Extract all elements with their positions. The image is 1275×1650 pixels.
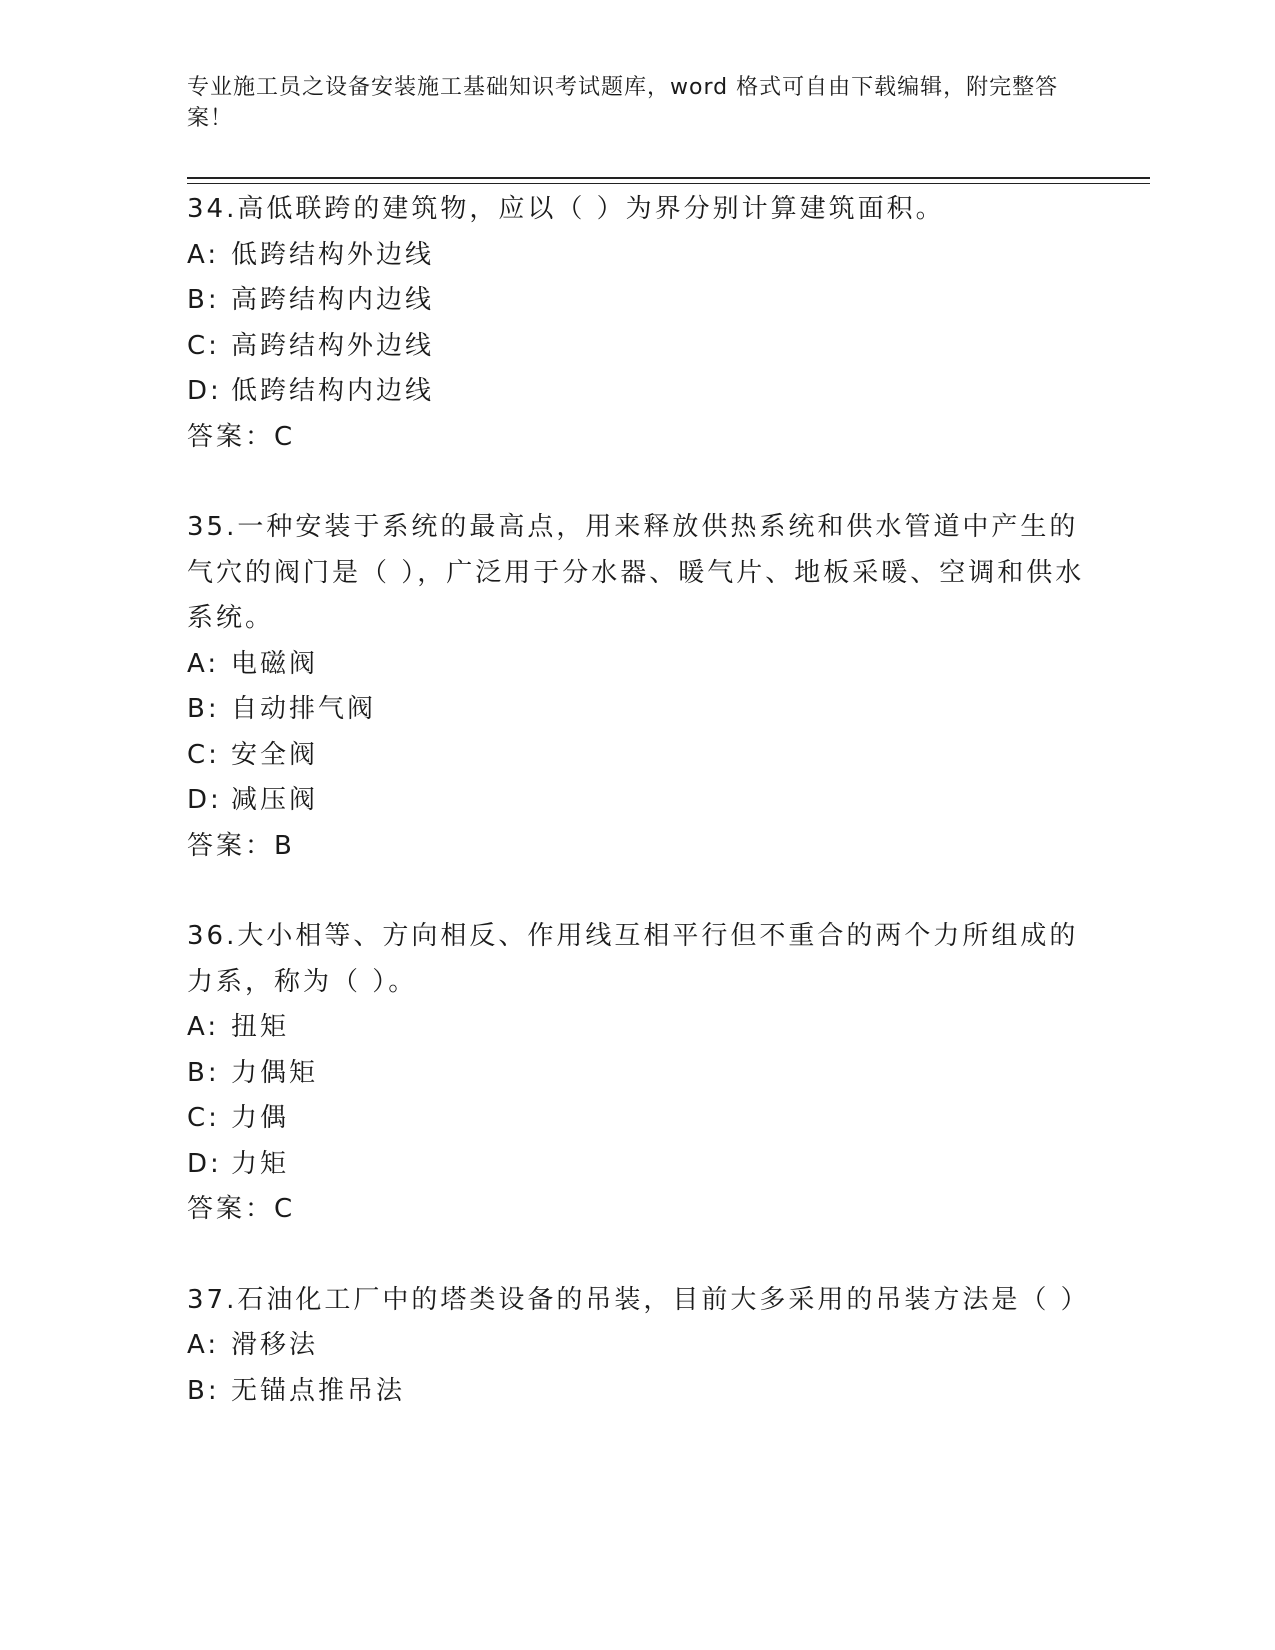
option-b — [187, 1051, 1087, 1097]
answer-value: C — [274, 421, 294, 452]
option-text: 减压阀 — [231, 785, 319, 815]
option-text: 滑移法 — [231, 1330, 319, 1360]
option-text: 力偶矩 — [231, 1057, 319, 1088]
option-c — [187, 324, 1087, 370]
option-key: C: — [187, 739, 220, 770]
question-35 — [187, 505, 1087, 869]
answer-value: C — [274, 1194, 294, 1224]
document-header: 专业施工员之设备安装施工基础知识考试题库，word 格式可自由下载编辑，附完整答案！ — [187, 75, 1059, 131]
option-text: 高跨结构外边线 — [231, 330, 435, 361]
option-key: A: — [187, 1012, 220, 1042]
option-key: B: — [187, 1057, 220, 1088]
answer-label: 答案： — [187, 1194, 275, 1224]
answer-label: 答案： — [187, 421, 275, 452]
question-36 — [187, 914, 1087, 1233]
option-c — [187, 1096, 1087, 1142]
option-key: A: — [187, 1330, 220, 1360]
option-c — [187, 733, 1087, 779]
option-a — [187, 233, 1087, 279]
option-key: A: — [187, 648, 220, 679]
option-key: C: — [187, 1103, 220, 1133]
answer-line — [187, 824, 1087, 870]
option-b — [187, 687, 1087, 733]
question-stem: 37.石油化工厂中的塔类设备的吊装，目前大多采用的吊装方法是（ ） — [187, 1284, 1090, 1315]
option-d — [187, 778, 1087, 824]
answer-line — [187, 415, 1087, 461]
answer-line — [187, 1187, 1087, 1233]
option-key: D: — [187, 785, 222, 815]
option-key: B: — [187, 285, 220, 315]
option-text: 电磁阀 — [231, 648, 319, 679]
option-text: 力矩 — [231, 1148, 290, 1179]
header-divider-thin — [187, 183, 1150, 184]
question-stem: 35.一种安装于系统的最高点，用来释放供热系统和供水管道中产生的气穴的阀门是（ ），广泛用于分水器、暖气片、地板采暖、空调和供水系统。 — [187, 512, 1085, 633]
option-d — [187, 369, 1087, 415]
option-key: D: — [187, 376, 222, 406]
question-stem: 34.高低联跨的建筑物，应以（ ）为界分别计算建筑面积。 — [187, 194, 945, 224]
option-text: 高跨结构内边线 — [231, 285, 435, 315]
option-a — [187, 1005, 1087, 1051]
option-key: D: — [187, 1148, 222, 1179]
option-key: C: — [187, 330, 220, 361]
option-text: 低跨结构外边线 — [231, 239, 435, 270]
question-34 — [187, 187, 1087, 460]
option-key: B: — [187, 694, 220, 724]
question-37 — [187, 1278, 1090, 1415]
question-stem: 36.大小相等、方向相反、作用线互相平行但不重合的两个力所组成的力系，称为（ ）。 — [187, 921, 1079, 997]
header-divider-thick — [187, 177, 1150, 179]
option-text: 无锚点推吊法 — [231, 1375, 406, 1406]
option-key: B: — [187, 1375, 220, 1406]
option-text: 自动排气阀 — [231, 694, 377, 724]
option-key: A: — [187, 239, 220, 270]
option-text: 安全阀 — [231, 739, 319, 770]
option-text: 力偶 — [231, 1103, 290, 1133]
option-text: 扭矩 — [231, 1012, 290, 1042]
option-b — [187, 1369, 1087, 1415]
answer-value: B — [274, 830, 293, 861]
option-b — [187, 278, 1087, 324]
option-a — [187, 642, 1087, 688]
question-list — [187, 187, 1090, 1459]
option-d — [187, 1142, 1087, 1188]
answer-label: 答案： — [187, 830, 275, 861]
option-text: 低跨结构内边线 — [231, 376, 435, 406]
option-a — [187, 1323, 1087, 1369]
